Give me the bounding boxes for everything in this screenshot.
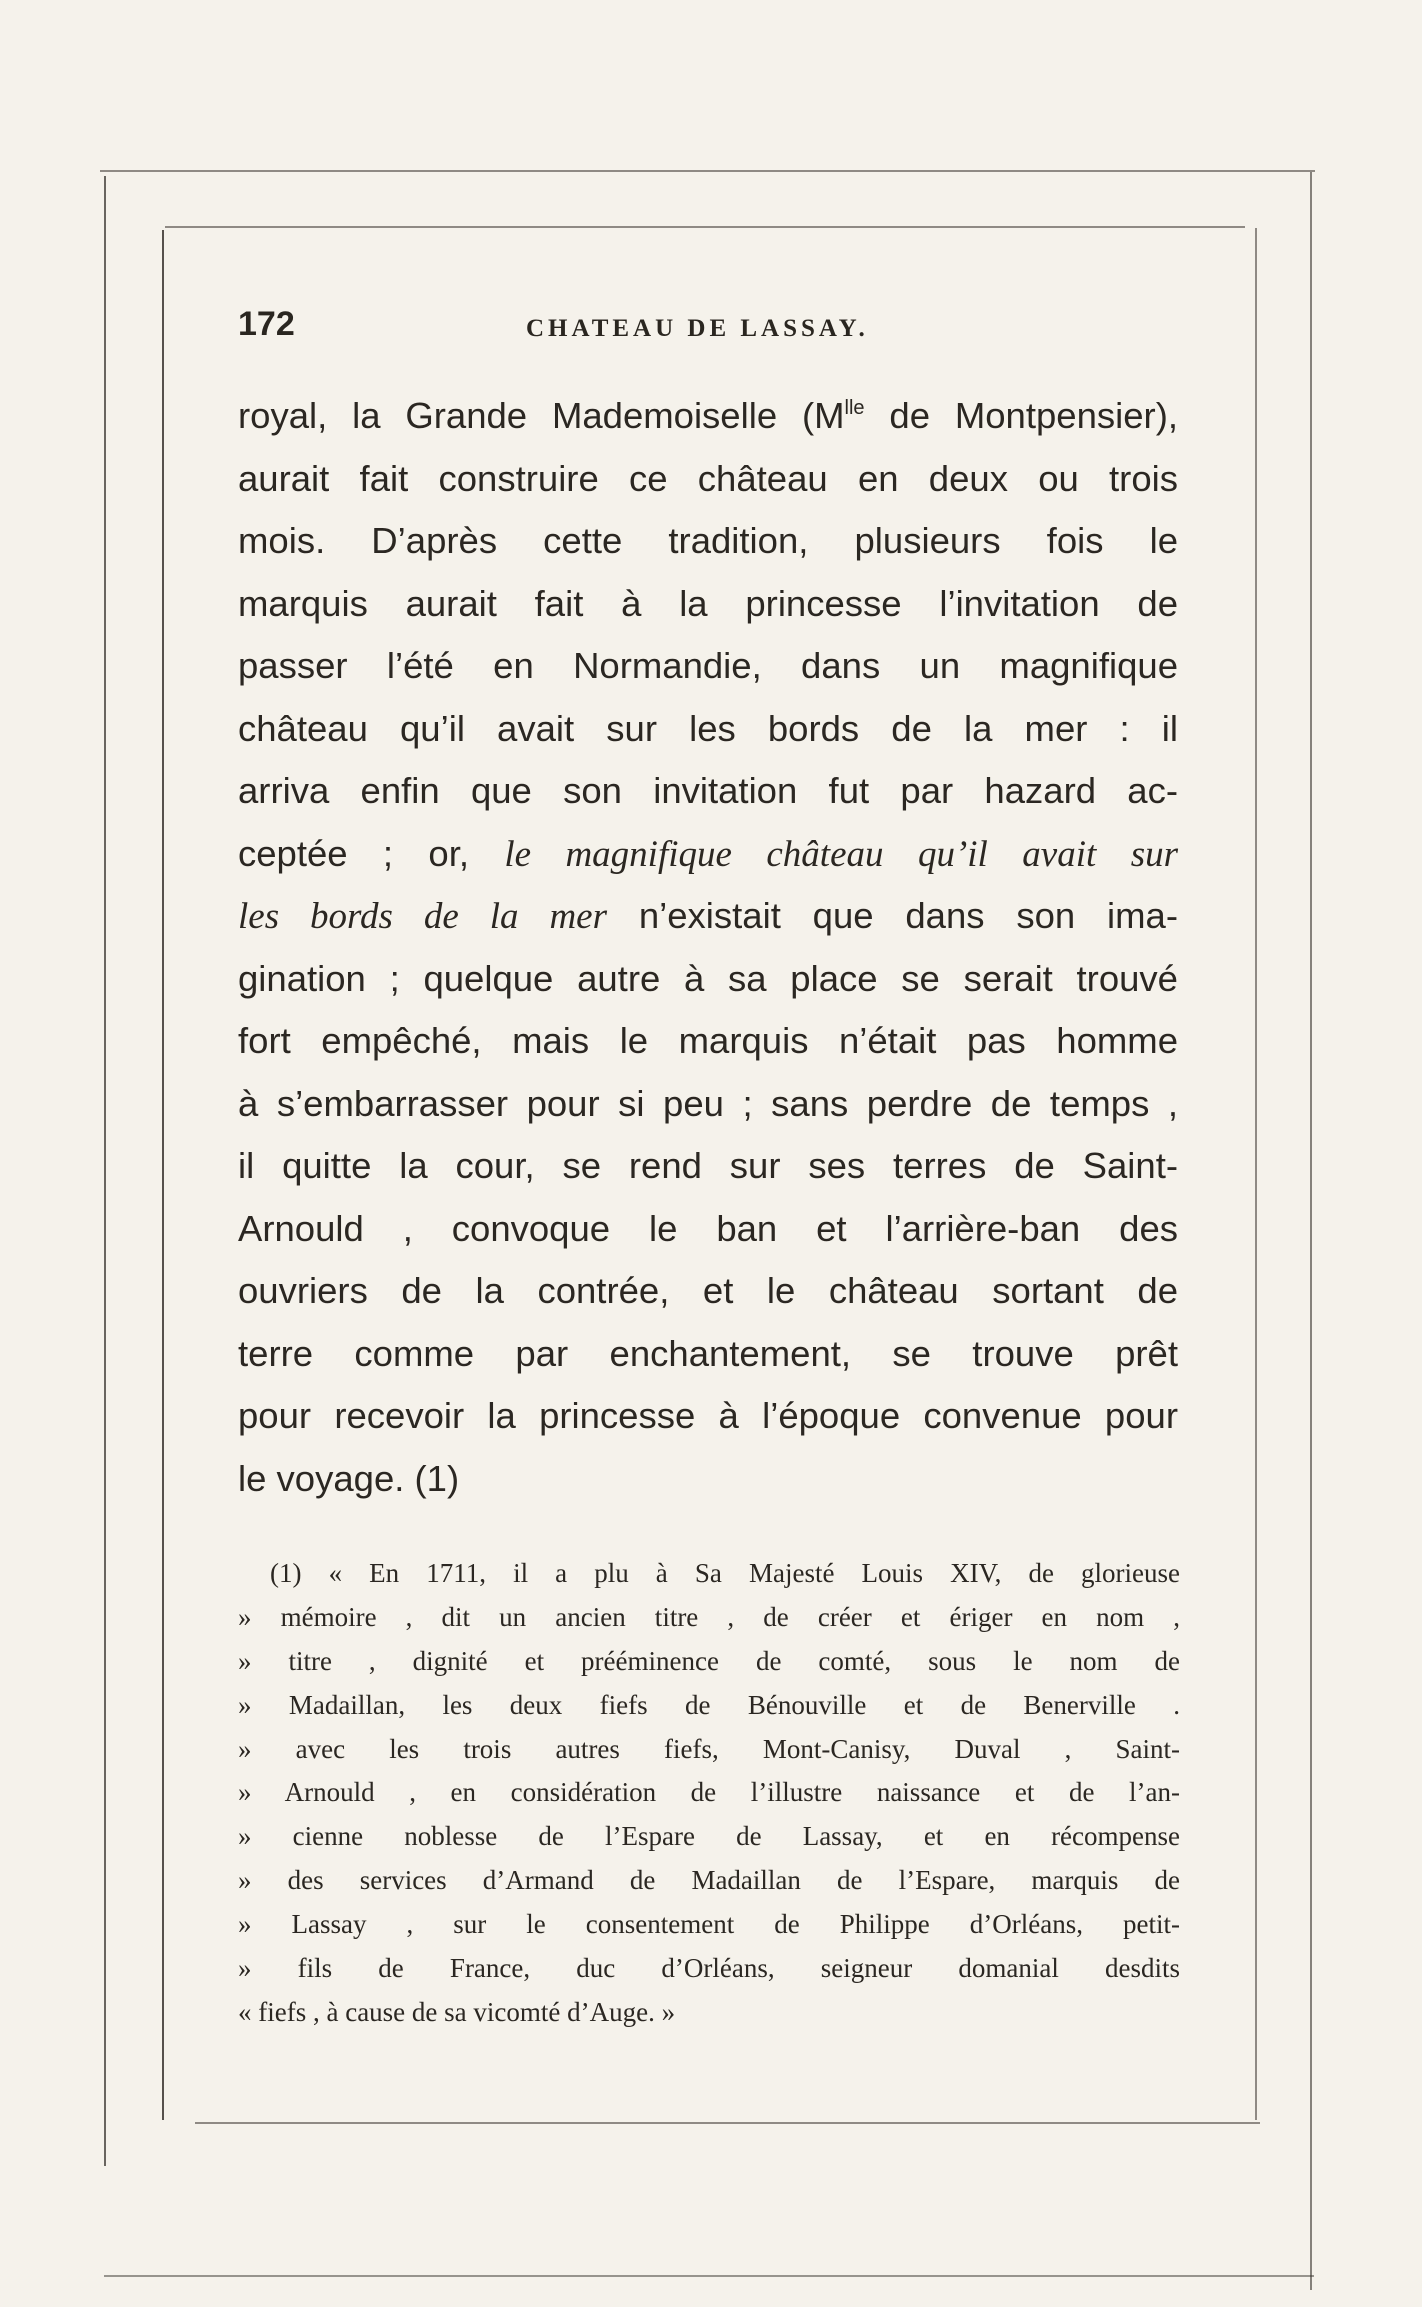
body-line: fort empêché, mais le marquis n’était pas homme [238, 1020, 1178, 1061]
body-line: royal, la Grande Mademoiselle ($M^{lle}$ de Montpensier), [238, 395, 1178, 436]
inner-rule-bottom [195, 2122, 1260, 2124]
body-line: château qu’il avait sur les bords de la mer : il [238, 707, 1178, 749]
italic-text: les bords de la mer [238, 896, 607, 937]
body-line: Arnould , convoque le ban et l’arrière-ban des [238, 1207, 1178, 1249]
frame-rule-right [1310, 172, 1312, 2290]
footnote-line: » cienne noblesse de l’Espare de Lassay, et en récompense [238, 1821, 1180, 1852]
body-line: le voyage. (1) [238, 1457, 460, 1499]
footnote-line: » des services d’Armand de Madaillan de l’Espare, marquis de [238, 1865, 1180, 1896]
body-line: terre comme par enchantement, se trouve prêt [238, 1332, 1178, 1374]
body-line: gination ; quelque autre à sa place se serait trouvé [238, 957, 1178, 999]
body-line: ceptée ; or, le magnifique château qu’il avait sur [238, 832, 1178, 875]
page-header [238, 305, 1198, 355]
italic-text: le magnifique château qu’il avait sur [504, 833, 1178, 875]
footnote-line: » titre , dignité et prééminence de comté, sous le nom de [238, 1645, 1180, 1676]
footnote-line: (1) « En 1711, il a plu à Sa Majesté Louis XIV, de glorieuse [270, 1558, 1180, 1588]
footnote-line: » Arnould , en considération de l’illustre naissance et de l’an- [238, 1777, 1180, 1808]
page-number: 172 [238, 305, 295, 343]
inner-rule-right [1255, 228, 1257, 2120]
body-line: marquis aurait fait à la princesse l’invitation de [238, 582, 1178, 624]
body-line: mois. D’après cette tradition, plusieurs fois le [238, 520, 1178, 561]
footnote-line: » Lassay , sur le consentement de Philippe d’Orléans, petit- [238, 1909, 1180, 1940]
body-line: aurait fait construire ce château en deux ou trois [238, 457, 1178, 499]
footnote-line: » fils de France, duc d’Orléans, seigneur domanial desdits [238, 1953, 1180, 1984]
footnote-line: » avec les trois autres fiefs, Mont-Canisy, Duval , Saint- [238, 1733, 1180, 1764]
frame-rule-left [104, 176, 106, 2166]
body-line: ouvriers de la contrée, et le château sortant de [238, 1270, 1178, 1311]
inner-rule-top [165, 226, 1245, 228]
body-line: les bords de la mer n’existait que dans son ima- [238, 895, 1178, 937]
inner-rule-left [162, 230, 164, 2120]
body-line: arriva enfin que son invitation fut par hazard ac- [238, 770, 1178, 811]
frame-rule-bottom [104, 2275, 1314, 2277]
footnote-line: » mémoire , dit un ancien titre , de créer et ériger en nom , [238, 1601, 1180, 1632]
frame-rule-top [100, 170, 1315, 172]
body-text [238, 385, 1178, 1510]
footnote-line: » Madaillan, les deux fiefs de Bénouville et de Benerville . [238, 1689, 1180, 1720]
footnote [238, 1552, 1180, 2035]
body-line: pour recevoir la princesse à l’époque convenue pour [238, 1395, 1178, 1436]
body-line: passer l’été en Normandie, dans un magnifique [238, 645, 1178, 686]
footnote-line: « fiefs , à cause de sa vicomté d’Auge. » [238, 1996, 676, 2027]
running-title: CHATEAU DE LASSAY. [526, 315, 869, 342]
superscript: lle [844, 397, 865, 419]
body-line: à s’embarrasser pour si peu ; sans perdre de temps , [238, 1082, 1178, 1124]
body-line: il quitte la cour, se rend sur ses terres de Saint- [238, 1145, 1178, 1186]
